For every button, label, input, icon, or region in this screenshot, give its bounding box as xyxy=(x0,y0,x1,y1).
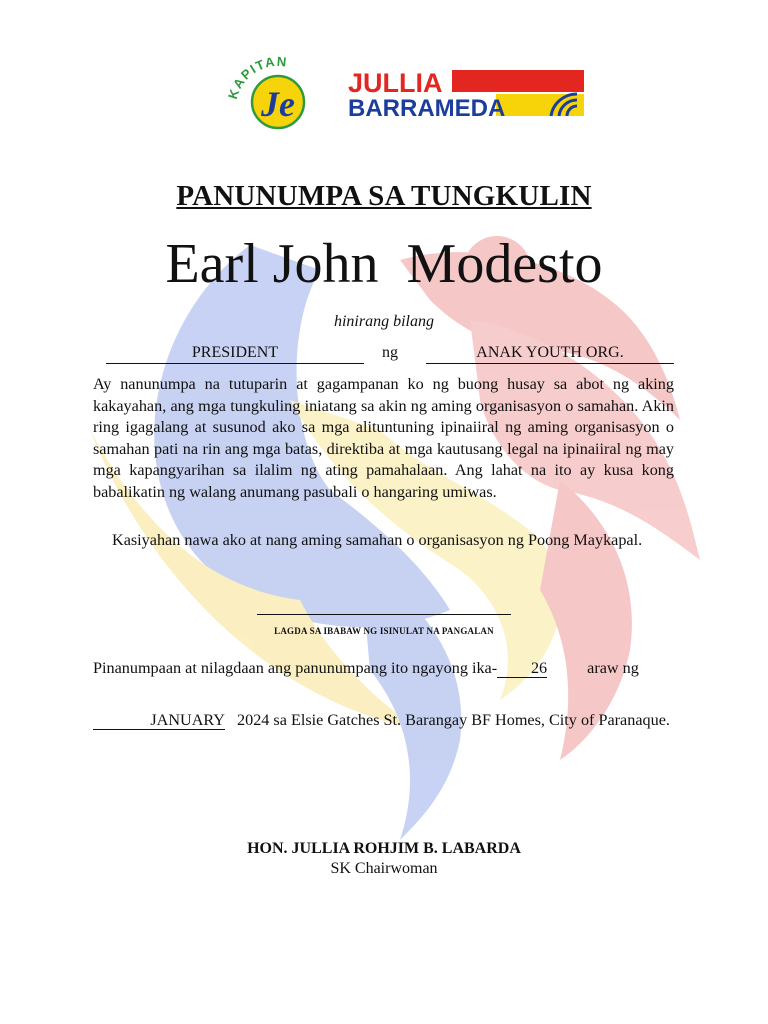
oath-date-paragraph xyxy=(93,658,674,680)
kapitan-je-logo xyxy=(222,46,334,130)
document-title: PANUNUMPA SA TUNGKULIN xyxy=(176,180,592,212)
appointed-as-label: hinirang bilang xyxy=(333,313,434,330)
oath-paragraph-1: Ay nanunumpa na tutuparin at gagampanan ko ng buong husay sa abot ng aking kakayahan, ang mga tungkuling iniatang sa akin ng aming organisasyon o samahan. Akin ring igagalang at susunod ako sa mga alituntuning ipinaiiral ng aming organisasyon o samahan pati na rin ang mga batas, direktiba at mga kautusang legal na ipinaiiral ng may mga kapangyarihan sa ilalim ng ating pamahalaan. Ang lahat na ito ay kusa kong babalikatin ng walang anumang pasubali o hangaring umiwas. xyxy=(93,375,674,501)
oath-day-blank xyxy=(497,659,547,678)
header-logos xyxy=(0,46,768,130)
position-blank xyxy=(106,343,364,364)
kapitan-arc-text: KAPITAN xyxy=(225,53,289,101)
position-row xyxy=(106,343,674,365)
official-name: HON. JULLIA ROHJIM B. LABARDA xyxy=(247,840,521,857)
jullia-barrameda-logo xyxy=(346,68,586,120)
brand-line-2: BARRAMEDA xyxy=(348,95,506,120)
position-value: PRESIDENT xyxy=(191,344,279,361)
oath-date-prefix: Pinanumpaan at nilagdaan ang panunumpang ito ngayong ika- xyxy=(93,659,498,677)
signature-line xyxy=(257,614,511,615)
oath-paragraph-2: Kasiyahan nawa ako at nang aming samahan o organisasyon ng Poong Maykapal. xyxy=(112,531,643,549)
oath-place-paragraph xyxy=(93,710,674,732)
month-blank xyxy=(93,711,225,730)
oath-day-value: 26 xyxy=(530,659,548,677)
oath-place-rest: 2024 sa Elsie Gatches St. Barangay BF Homes, City of Paranaque. xyxy=(237,711,670,729)
je-mark: Je xyxy=(261,84,295,124)
organization-value: ANAK YOUTH ORG. xyxy=(476,344,624,361)
official-title: SK Chairwoman xyxy=(330,860,438,877)
brand-line-1: JULLIA xyxy=(348,68,443,98)
signature-label: LAGDA SA IBABAW NG ISINULAT NA PANGALAN xyxy=(274,626,494,636)
ng-connector: ng xyxy=(382,344,398,361)
oath-month-value: JANUARY xyxy=(150,711,225,729)
organization-blank xyxy=(426,343,674,364)
oath-taker-name: Earl John Modesto xyxy=(165,233,603,295)
oath-date-suffix: araw ng xyxy=(587,659,639,677)
